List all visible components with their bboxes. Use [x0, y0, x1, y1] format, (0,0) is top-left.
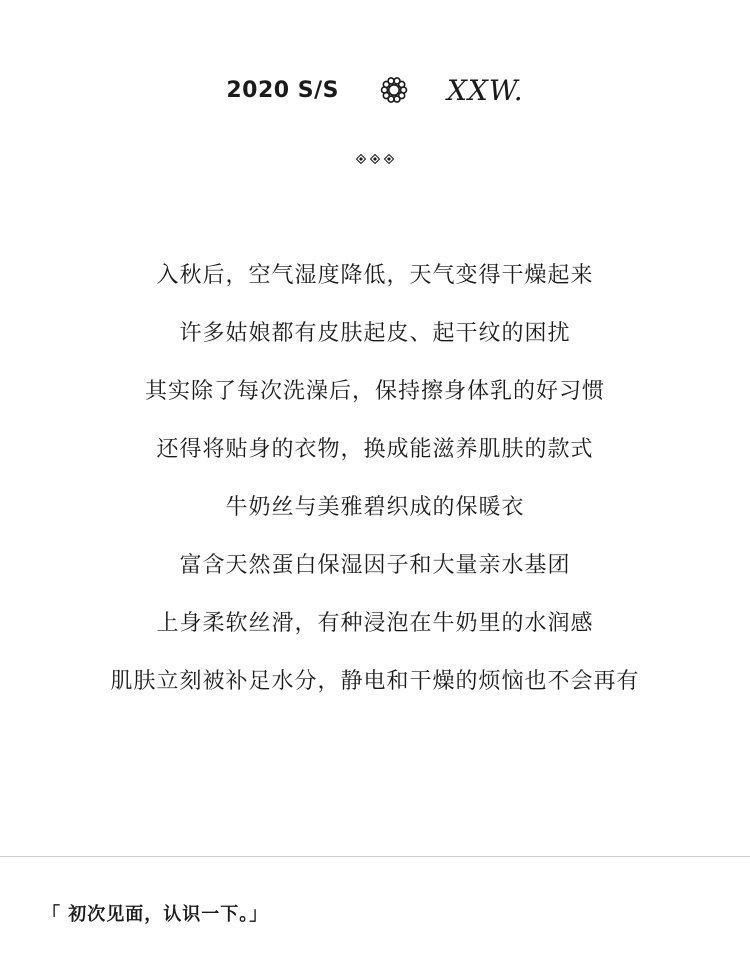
header — [0, 70, 750, 110]
body-line: 牛奶丝与美雅碧织成的保暖衣 — [225, 495, 525, 520]
season-label: 2020 S/S — [226, 77, 339, 103]
divider — [0, 856, 750, 857]
diamond-icon — [384, 154, 394, 164]
body-text — [0, 254, 750, 718]
diamond-icon — [370, 154, 380, 164]
body-line: 肌肤立刻被补足水分，静电和干燥的烦恼也不会再有 — [110, 669, 640, 694]
body-line: 入秋后，空气湿度降低，天气变得干燥起来 — [156, 263, 594, 288]
body-line: 上身柔软丝滑，有种浸泡在牛奶里的水润感 — [156, 611, 594, 636]
flower-icon — [379, 75, 409, 105]
intro-heading: 「 初次见面，认识一下。」 — [42, 904, 269, 925]
body-line: 还得将贴身的衣物，换成能滋养肌肤的款式 — [156, 437, 594, 462]
diamond-ornament — [0, 152, 750, 166]
brand-logo: XXW. — [446, 73, 524, 107]
body-line: 富含天然蛋白保湿因子和大量亲水基团 — [179, 553, 571, 578]
body-line: 许多姑娘都有皮肤起皮、起干纹的困扰 — [179, 321, 571, 346]
diamond-icon — [356, 154, 366, 164]
body-line: 其实除了每次洗澡后，保持擦身体乳的好习惯 — [144, 379, 605, 404]
